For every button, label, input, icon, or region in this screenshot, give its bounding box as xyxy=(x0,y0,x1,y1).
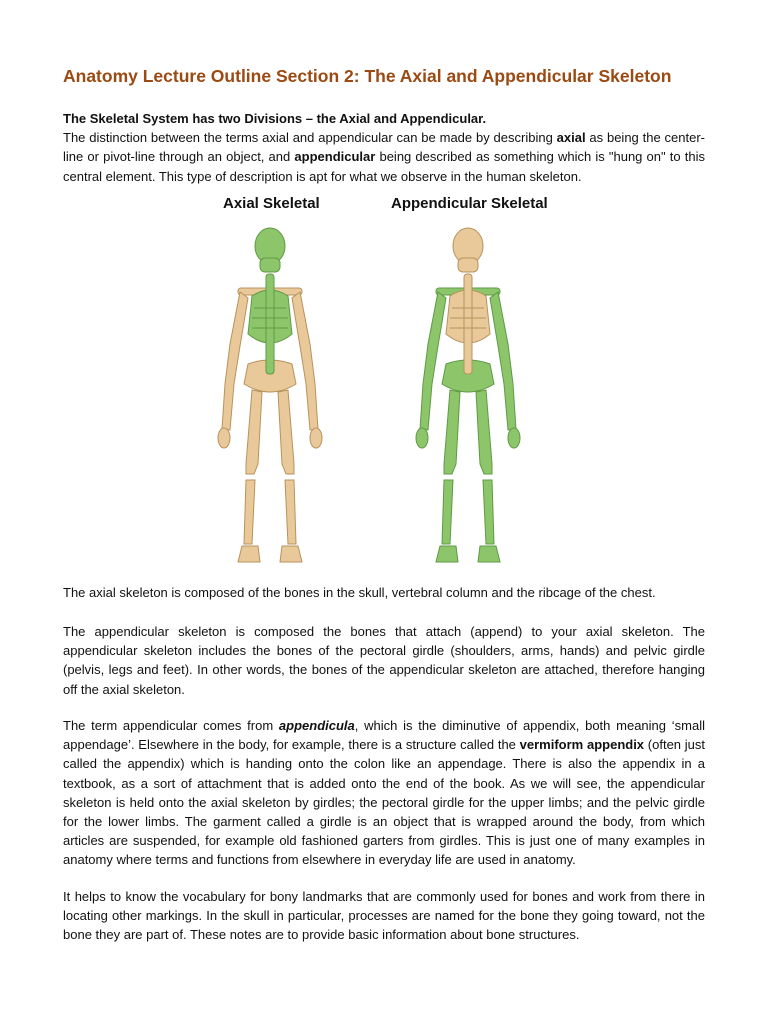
intro-text-3: being described as something which is "hung on" to this central element. This type of description is apt for what we observe in the human skeleton. xyxy=(63,149,705,184)
intro-paragraph xyxy=(63,109,705,186)
label-appendicular-skeletal: Appendicular Skeletal xyxy=(391,195,548,212)
intro-text-1: The distinction between the terms axial and appendicular can be made by describing xyxy=(63,130,557,146)
term-appendicular: appendicular xyxy=(294,149,376,165)
intro-text-2: as being the center-line or pivot-line through an object, and xyxy=(63,130,705,165)
axial-skeleton-illustration xyxy=(218,228,322,562)
term-text-1: The term appendicular comes from xyxy=(63,718,279,733)
term-appendicula: appendicula xyxy=(278,718,355,733)
term-axial: axial xyxy=(556,130,586,146)
intro-heading: The Skeletal System has two Divisions – the Axial and Appendicular. xyxy=(63,111,487,126)
vocabulary-paragraph: It helps to know the vocabulary for bony landmarks that are commonly used for bones and work from there in locating other markings. In the skull in particular, processes are named for the bone they going toward, not the bone they are part of. These notes are to provide basic information about bone structures. xyxy=(63,889,705,943)
appendicular-paragraph: The appendicular skeleton is composed the bones that attach (append) to your axial skeleton. The appendicular skeleton includes the bones of the pectoral girdle (shoulders, arms, hands) and pelvic girdle (pelvis, legs and feet). In other words, the bones of the appendicular skeleton are attached, therefore hanging off the axial skeleton. xyxy=(63,624,705,697)
page-title: Anatomy Lecture Outline Section 2: The Axial and Appendicular Skeleton xyxy=(63,66,672,86)
appendicular-skeleton-illustration xyxy=(416,228,520,562)
term-vermiform-appendix: vermiform appendix xyxy=(519,737,645,753)
term-paragraph xyxy=(63,716,705,870)
skeleton-figure xyxy=(200,220,540,572)
axial-paragraph: The axial skeleton is composed of the bones in the skull, vertebral column and the ribcage of the chest. xyxy=(63,585,656,600)
label-axial-skeletal: Axial Skeletal xyxy=(223,195,320,212)
term-text-2: , which is the diminutive of appendix, both meaning ‘small appendage’. Elsewhere in the body, for example, there is a structure called the xyxy=(63,718,705,753)
term-text-3: (often just called the appendix) which is handing onto the colon like an appendage. There is also the appendix in a textbook, as a sort of attachment that is added onto the end of the book. As we will see, the appendicular skeleton is held onto the axial skeleton by girdles; the pectoral girdle for the upper limbs; and the pelvic girdle for the lower limbs. The garment called a girdle is an object that is wrapped around the body, from which articles are suspended, for example old fashioned garters from girdles. This is just one of many examples in anatomy where terms and functions from elsewhere in everyday life are used in anatomy. xyxy=(63,737,705,868)
